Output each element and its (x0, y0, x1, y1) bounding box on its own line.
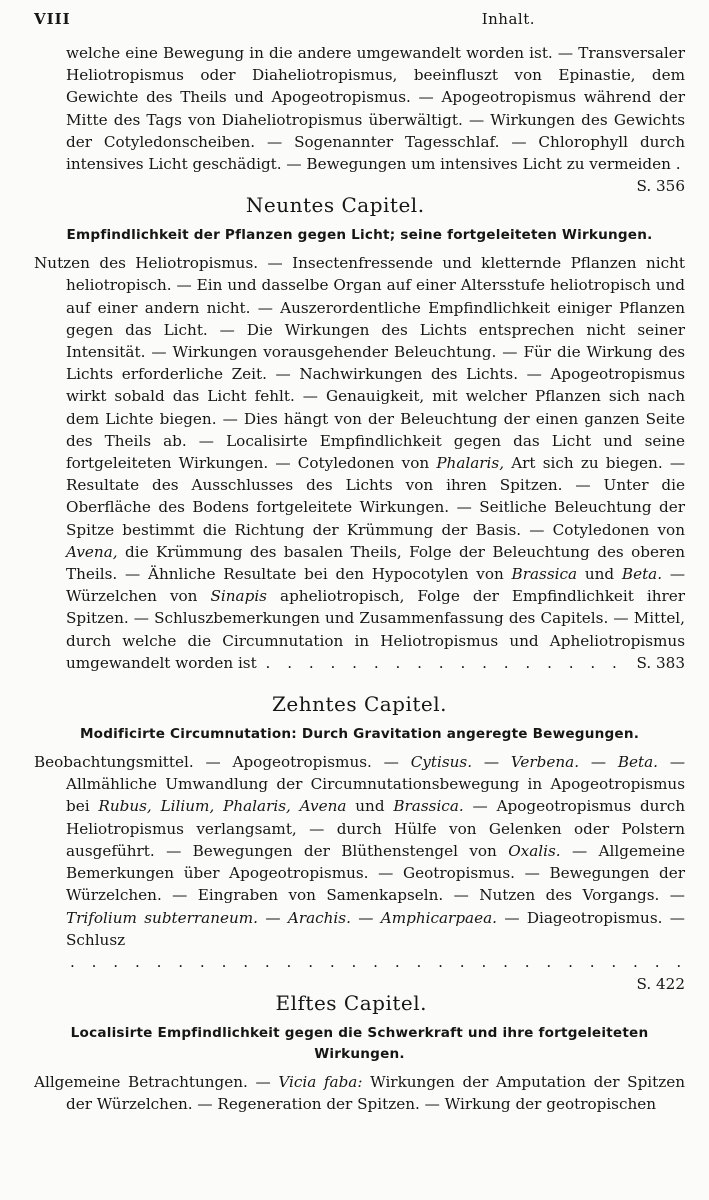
entry-text: apheliotropisch, Folge der Empfindlichkeit ihrer Spitzen. — Schluszbemerkungen und Zusammenfassung des Capitels. — Mittel, durch welche die Circumnutation in Heliotropismus und Apheliotropismus umgewandelt worden ist (66, 587, 686, 672)
chapter-subtitle-9: Empfindlichkeit der Pflanzen gegen Licht; seine fortgeleiteten Wirkungen. (66, 227, 653, 244)
taxon-name: Trifolium subterraneum. — Arachis. — Amphicarpaea. (66, 908, 497, 927)
toc-entry-chapter-10 (34, 751, 688, 994)
taxon-name: Cytisus. — Verbena. — Beta. (410, 753, 658, 772)
chapter-subtitle-11: Localisirte Empfindlichkeit gegen die Schwerkraft und ihre fortgeleiteten Wirkungen. (70, 1025, 649, 1063)
entry-text: — Allmähliche Umwandlung der Circumnutationsbewegung in Apogeotropismus bei (66, 753, 685, 816)
leader-dots: . . . . . . . . . . . . . . . . . (265, 653, 623, 672)
entry-page-ref: S. 383 (636, 653, 685, 672)
entry-text: Wirkungen der Amputation der Spitzen der Würzelchen. — Regeneration der Spitzen. — Wirkung der geotropischen (66, 1073, 686, 1114)
chapter-heading-11: Elftes Capitel. (275, 991, 427, 1016)
toc-entry-chapter-11 (34, 1071, 685, 1115)
entry-text: welche eine Bewegung in die andere umgewandelt worden ist. — Transversaler Heliotropismus oder Diaheliotropismus, beeinfluszt von Epinastie, dem Gewichte des Theils und Apogeotropismus. — Apogeotropismus während der Mitte des Tags von Diaheliotropismus überwältigt. — Wirkungen des Gewichts der Cotyledonscheiben. — Sogenannter Tagesschlaf. — Chlorophyll durch intensives Licht geschädigt. — Bewegungen um intensives Licht zu vermeiden . (66, 44, 685, 174)
entry-text: — Würzelchen von (66, 565, 686, 606)
toc-entry-chapter-9 (34, 252, 685, 674)
entry-text: — Apogeotropismus durch Heliotropismus verlangsamt, — durch Hülfe von Gelenken oder Polstern ausgeführt. — Bewegungen der Blüthenstengel von (66, 797, 686, 860)
page-header (34, 10, 685, 28)
entry-text: Art sich zu biegen. — Resultate des Ausschlusses des Lichts von ihren Spitzen. — Unter die Oberfläche des Bodens fortgeleitete Wirkungen. — Seitliche Beleuchtung der Spitze bestimmt die Richtung der Krümmung der Basis. — Cotyledonen von (66, 454, 686, 539)
taxon-name: Avena, (66, 542, 118, 561)
taxon-name: Brassica. (393, 797, 464, 816)
taxon-name: Beta. (621, 565, 663, 584)
entry-text: und (584, 565, 615, 584)
entry-text: Allgemeine Betrachtungen. — (34, 1073, 271, 1092)
entry-text: Beobachtungsmittel. — Apogeotropismus. — (34, 753, 399, 772)
taxon-name: Phalaris, (436, 454, 505, 473)
entry-text: die Krümmung des basalen Theils, Folge der Beleuchtung des oberen Theils. — Ähnliche Resultate bei den Hypocotylen von (66, 542, 685, 584)
chapter-heading-9: Neuntes Capitel. (245, 193, 425, 218)
chapter-heading-10: Zehntes Capitel. (271, 692, 448, 717)
taxon-name: Oxalis. (508, 841, 561, 860)
running-title: Inhalt. (481, 10, 535, 28)
chapter-subtitle-10: Modificirte Circumnutation: Durch Gravitation angeregte Bewegungen. (79, 726, 640, 743)
entry-text: und (355, 797, 385, 816)
taxon-name: Brassica (511, 565, 578, 584)
leader-dots: . . . . . . . . . . . . . . . . . . . . . . . . . . . . . (70, 952, 688, 971)
entry-page-ref: S. 422 (636, 975, 685, 994)
entry-text: — Allgemeine Bemerkungen über Apogeotropismus. — Geotropismus. — Bewegungen der Würzelchen. — Eingraben von Samenkapseln. — Nutzen des Vorgangs. — (66, 841, 685, 905)
taxon-name: Rubus, Lilium, Phalaris, Avena (98, 797, 347, 816)
entry-text: Nutzen des Heliotropismus. — Insectenfressende und kletternde Pflanzen nicht heliotropisch. — Ein und dasselbe Organ auf einer Altersstufe heliotropisch und auf einer andern nicht. — Auszerordentliche Empfindlichkeit einiger Pflanzen gegen das Licht. — Die Wirkungen des Lichts entsprechen nicht seiner Intensität. — Wirkungen vorausgehender Beleuchtung. — Für die Wirkung des Lichts erforderliche Zeit. — Nachwirkungen des Lichts. — Apogeotropismus wirkt sobald das Licht fehlt. — Genauigkeit, mit welcher Pflanzen sich nach dem Lichte biegen. — Dies hängt von der Beleuchtung der einen ganzen Seite des Theils ab. — Localisirte Empfindlichkeit gegen das Licht und seine fortgeleiteten Wirkungen. — Cotyledonen von (34, 254, 685, 473)
toc-entry-continuation (34, 42, 685, 196)
entry-page-ref: S. 356 (636, 177, 685, 196)
entry-text: — Diageotropismus. — Schlusz (66, 908, 685, 949)
taxon-name: Sinapis (210, 587, 267, 606)
taxon-name: Vicia faba: (278, 1073, 363, 1092)
page-number: VIII (34, 10, 71, 28)
